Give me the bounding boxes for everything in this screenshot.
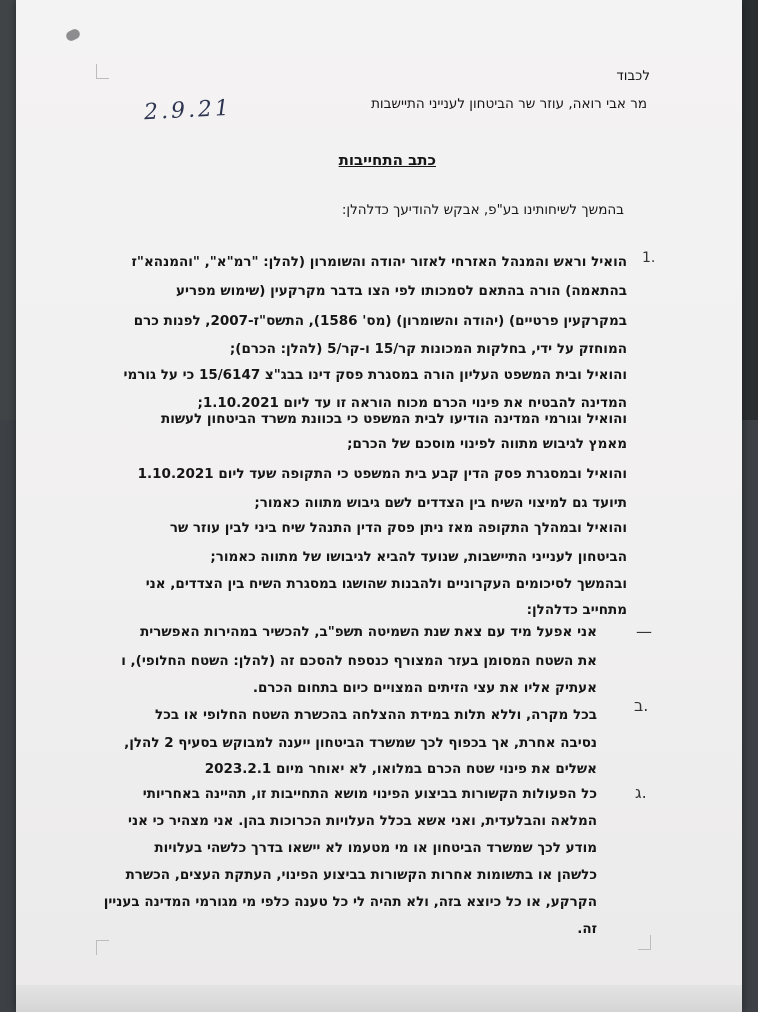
body-line: המלאה והבלעדית, ואני אשא בכלל העלויות הכרוכות בהן. אני מצהיר כי אני (127, 813, 597, 829)
document-title: כתב התחייבות (338, 151, 436, 169)
body-line: והואיל ובמהלך התקופה מאז ניתן פסק הדין התנהל שיח ביני לבין עוזר שר (169, 520, 627, 536)
item-marker-3: ב. (634, 696, 649, 715)
body-line: אשלים את פינוי שטח הכרם במלואו, לא יאוחר מיום 2023.2.1 (204, 761, 597, 777)
body-line: אעתיק אליו את עצי הזיתים המצויים כיום בתחום הכרם. (252, 680, 597, 696)
item-marker-2: — (636, 622, 652, 641)
body-line: הקרקע, או כל כיוצא בזה, ולא תהיה לי כל טענה כלפי מי מגורמי המדינה בעניין (103, 894, 597, 910)
body-line: תיועד גם למיצוי השיח בין הצדדים לשם גיבוש מתווה כאמור; (254, 495, 627, 511)
body-line: כלשהן או בתשומות אחרות הקשורות בביצוע הפינוי, העתקת העצים, הכשרת (125, 867, 597, 883)
body-line: בהתאמה) הורה בהתאם לסמכותו לפי הצו בדבר מקרקעין (שימוש מפריע (175, 283, 627, 299)
corner-mark-top-left (96, 64, 109, 79)
body-line: הביטחון לענייני התיישבות, שנועד להביא לגיבושו של מתווה כאמור; (210, 549, 627, 565)
body-line: והואיל ובית המשפט העליון הורה במסגרת פסק דינו בבג"צ 15/6147 כי על גורמי (123, 367, 627, 383)
document-page (16, 0, 742, 1012)
body-line: מודע לכך שמשרד הביטחון או מי מטעמו לא יישאו בדרך כלשהי בעלויות (154, 840, 597, 856)
item-marker-4: ג. (635, 783, 647, 802)
body-line: את השטח המסומן בעזר המצורף כנספח להסכם זה (להלן: השטח החלופי), ו (121, 653, 597, 669)
corner-mark-bottom-right (638, 935, 651, 950)
letter-intro: בהמשך לשיחותינו בע"פ, אבקש להודיעך כדלהלן: (341, 202, 624, 218)
body-line: מאמץ לגיבוש מתווה לפינוי מוסכם של הכרם; (347, 436, 627, 452)
body-line: מתחייב כדלהלן: (526, 602, 627, 618)
body-line: המדינה להבטיח את פינוי הכרם מכוח הוראה זו עד ליום 1.10.2021; (197, 395, 627, 411)
body-line: זה. (577, 921, 597, 937)
body-line: והואיל ובמסגרת פסק הדין קבע בית המשפט כי התקופה שעד ליום 1.10.2021 (137, 466, 627, 482)
body-line: נסיבה אחרת, אך בכפוף לכך שמשרד הביטחון ייענה למבוקש בסעיף 2 להלן, (124, 735, 597, 751)
body-line: המוחזק על ידי, בחלקות המכונות קר/15 ו-קר/5 (להלן: הכרם); (229, 341, 627, 357)
item-marker-1: 1. (642, 250, 656, 266)
corner-mark-bottom-left (96, 940, 109, 955)
body-line: כל הפעולות הקשורות בביצוע הפינוי מושא התחייבות זו, תהיינה באחריותי (142, 786, 597, 802)
body-line: בכל מקרה, וללא תלות במידת ההצלחה בהכשרת השטח החלופי או בכל (155, 707, 597, 723)
body-line: ובהמשך לסיכומים העקרוניים ולהבנות שהושגו במסגרת השיח בין הצדדים, אני (145, 576, 627, 592)
body-line: הואיל וראש והמנהל האזרחי לאזור יהודה והשומרון (להלן: "רמ"א", "והמנהא"ז (131, 254, 627, 270)
body-line: אני אפעל מיד עם צאת שנת השמיטה תשפ"ב, להכשיר במהירות האפשרית (140, 624, 597, 640)
body-line: במקרקעין פרטיים) (יהודה והשומרון) (מס' 1586), התשס"ז-2007, לפנות כרם (133, 313, 627, 329)
letter-addressee: מר אבי רואה, עוזר שר הביטחון לענייני התיישבות (371, 96, 647, 112)
letter-greeting: לכבוד (616, 68, 650, 84)
page-fold-shadow (16, 985, 742, 1012)
handwritten-date: 2.9.21 (143, 95, 233, 126)
body-line: והואיל וגורמי המדינה הודיעו לבית המשפט כי בכוונת משרד הביטחון לעשות (160, 411, 627, 427)
punch-mark (65, 28, 82, 43)
